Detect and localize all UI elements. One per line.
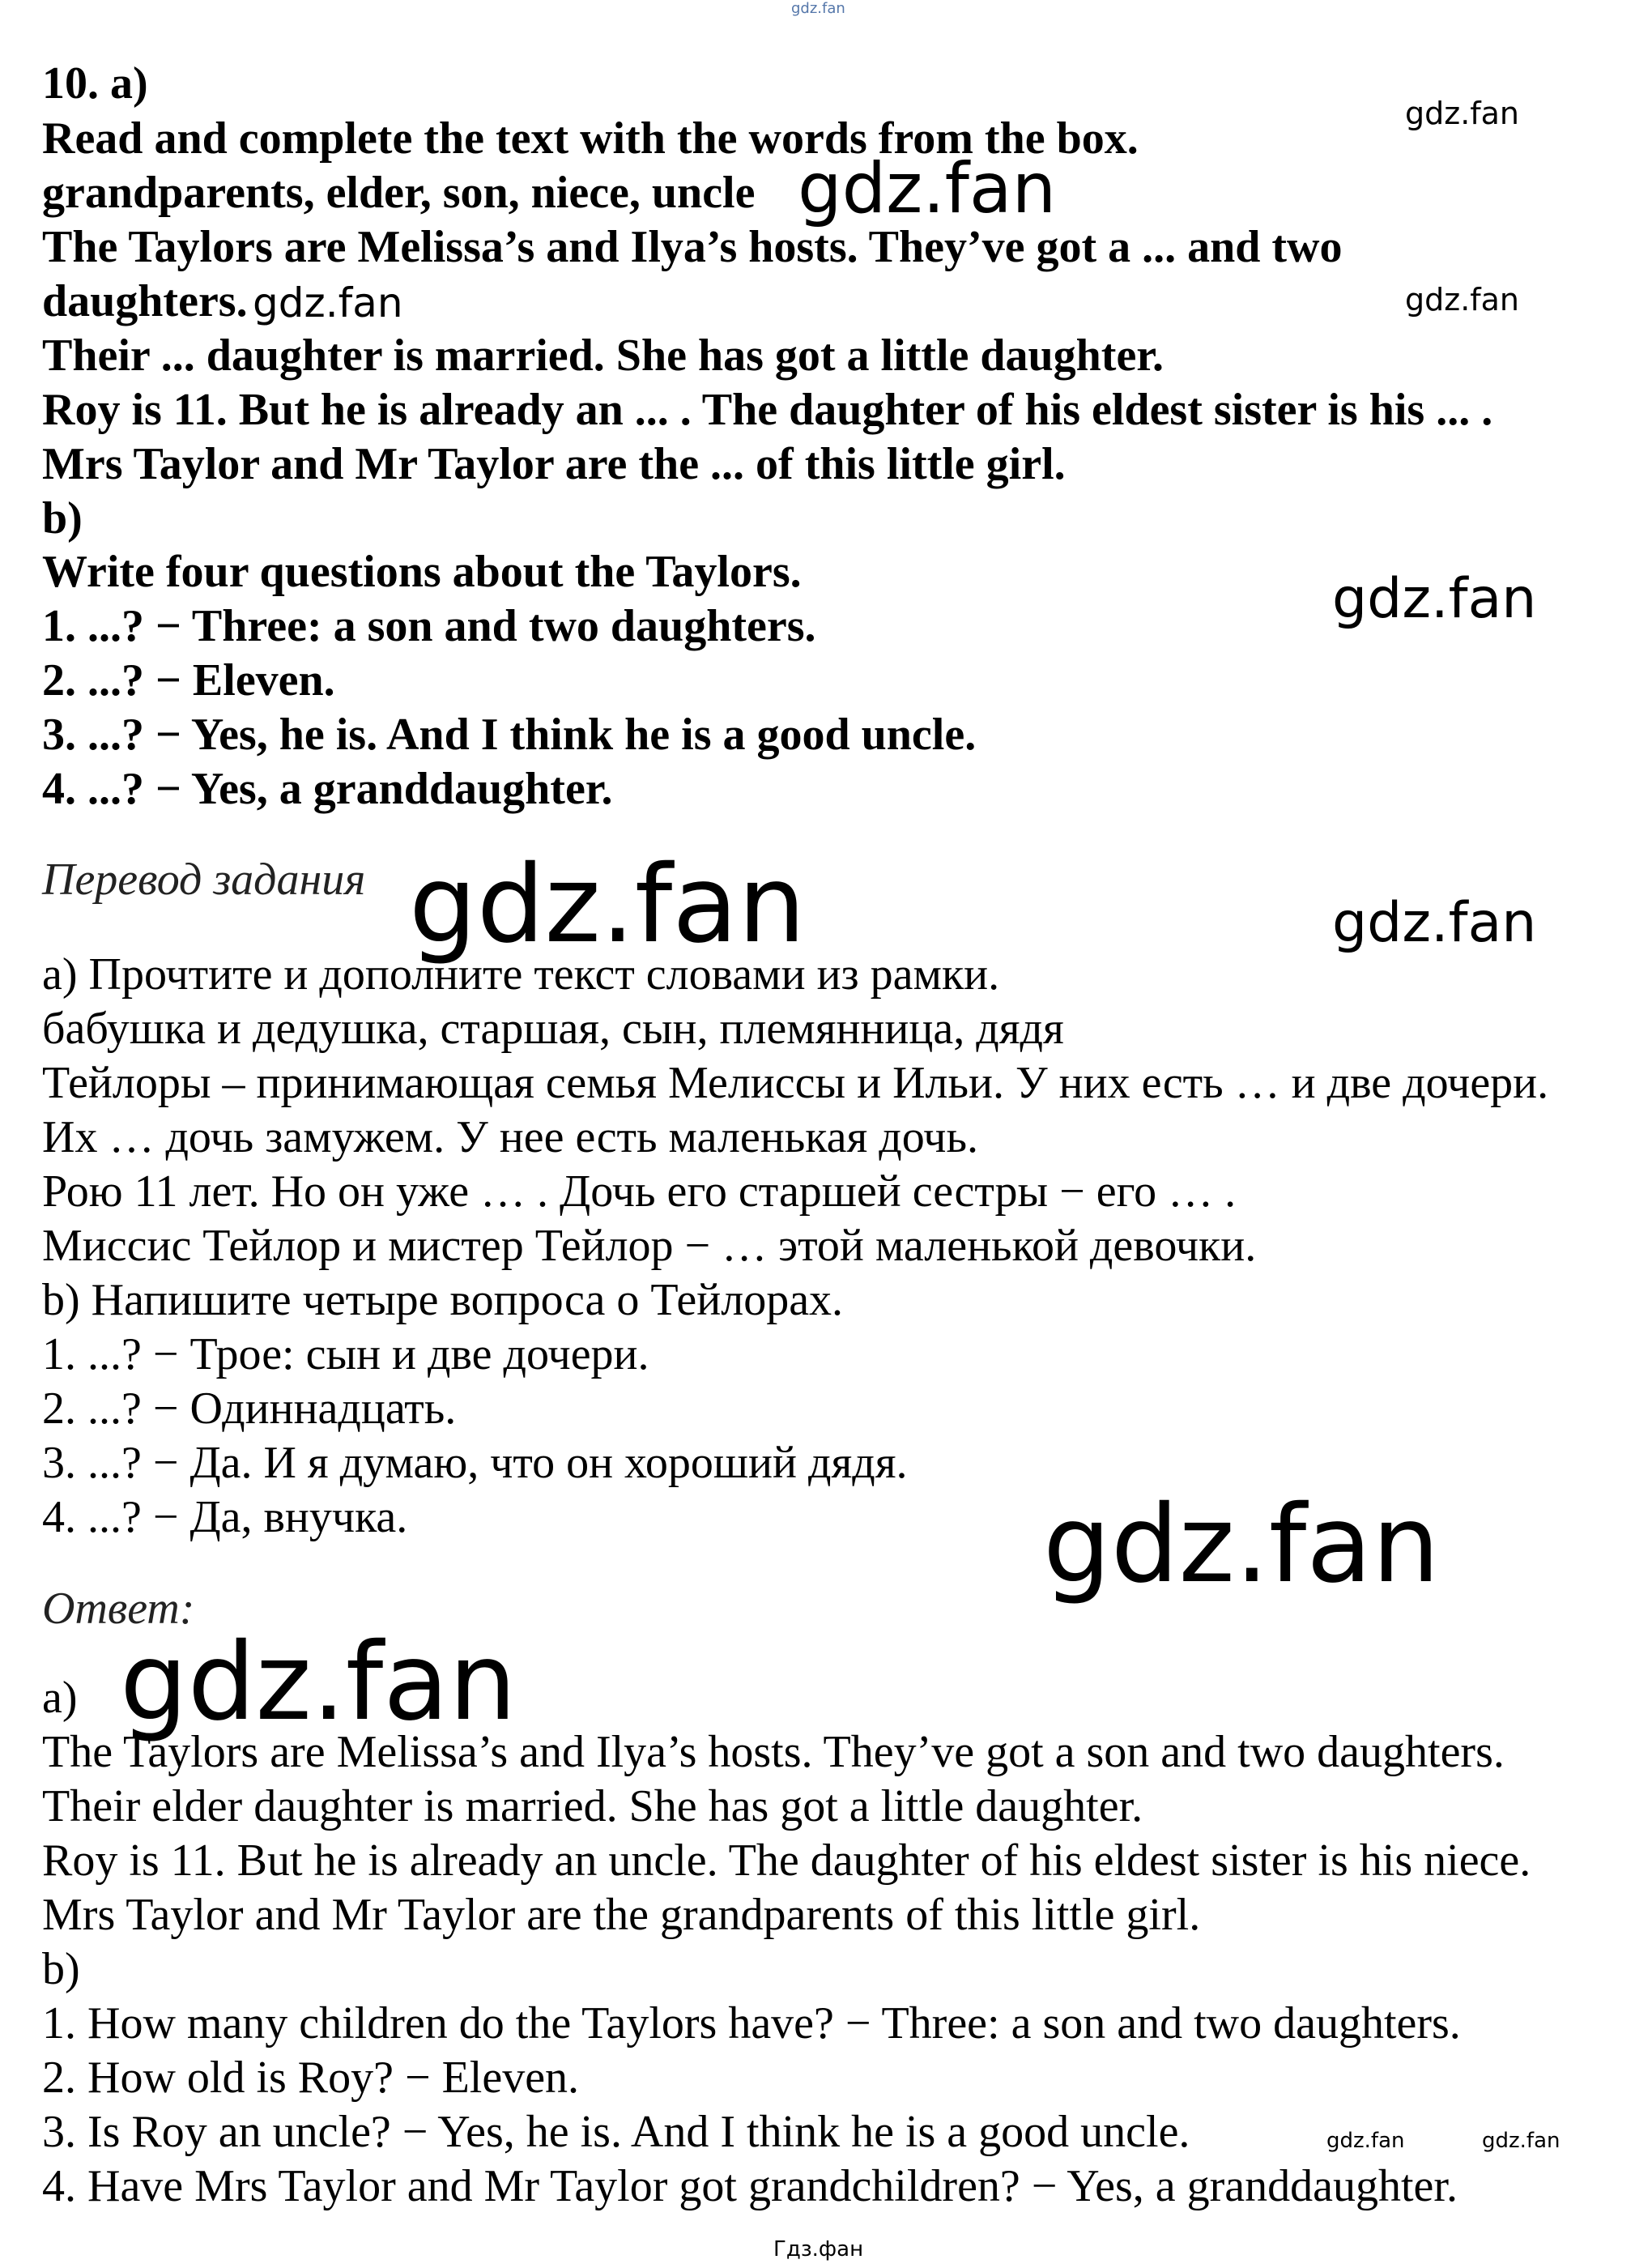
question-line: 4. ...? − Yes, a granddaughter. xyxy=(42,764,613,814)
translation-line: Рою 11 лет. Но он уже … . Дочь его старшей сестры − его … . xyxy=(42,1166,1237,1217)
answer-line: 2. How old is Roy? − Eleven. xyxy=(42,2053,580,2103)
watermark: gdz.fan xyxy=(1332,891,1537,955)
answer-line: 4. Have Mrs Taylor and Mr Taylor got grandchildren? − Yes, a granddaughter. xyxy=(42,2161,1458,2211)
task-text-line: Mrs Taylor and Mr Taylor are the ... of this little girl. xyxy=(42,439,1066,489)
watermark: gdz.fan xyxy=(1332,567,1537,631)
answer-line: 3. Is Roy an uncle? − Yes, he is. And I think he is a good uncle. xyxy=(42,2107,1190,2157)
watermark: gdz.fan xyxy=(1405,96,1520,131)
task-text-line: daughters. xyxy=(42,276,248,326)
part-b-label: b) xyxy=(42,493,83,544)
watermark: gdz.fan xyxy=(1326,2129,1405,2153)
watermark: gdz.fan xyxy=(1482,2129,1560,2153)
translation-line: 1. ...? − Трое: сын и две дочери. xyxy=(42,1329,649,1379)
answer-line: 1. How many children do the Taylors have? − Three: a son and two daughters. xyxy=(42,1998,1461,2048)
answer-heading: Ответ: xyxy=(42,1584,195,1634)
task-text-line: Their ... daughter is married. She has got a little daughter. xyxy=(42,330,1165,381)
translation-line: Миссис Тейлор и мистер Тейлор − … этой маленькой девочки. xyxy=(42,1221,1257,1271)
watermark: gdz.fan xyxy=(120,1620,517,1745)
translation-line: Тейлоры – принимающая семья Мелиссы и Ильи. У них есть … и две дочери. xyxy=(42,1058,1549,1108)
task-number: 10. a) xyxy=(42,58,148,109)
task-instruction: Read and complete the text with the words from the box. xyxy=(42,113,1139,164)
answer-part-b-label: b) xyxy=(42,1944,80,1994)
watermark: gdz.fan xyxy=(409,842,806,967)
question-line: 1. ...? − Three: a son and two daughters. xyxy=(42,601,816,651)
question-line: 2. ...? − Eleven. xyxy=(42,655,335,706)
watermark: gdz.fan xyxy=(1405,282,1520,318)
translation-line: а) Прочтите и дополните текст словами из рамки. xyxy=(42,949,1000,1000)
watermark: gdz.fan xyxy=(798,148,1057,229)
answer-line: The Taylors are Melissa’s and Ilya’s hosts. They’ve got a son and two daughters. xyxy=(42,1727,1505,1777)
answer-part-a-label: a) xyxy=(42,1673,78,1723)
translation-line: Их … дочь замужем. У нее есть маленькая дочь. xyxy=(42,1112,978,1162)
translation-line: b) Напишите четыре вопроса о Тейлорах. xyxy=(42,1275,844,1325)
watermark: gdz.fan xyxy=(1043,1482,1440,1607)
watermark-top-tiny: gdz.fan xyxy=(791,0,845,17)
part-b-instruction: Write four questions about the Taylors. xyxy=(42,547,802,597)
answer-line: Their elder daughter is married. She has got a little daughter. xyxy=(42,1781,1143,1831)
task-text-line: Roy is 11. But he is already an ... . The daughter of his eldest sister is his ... . xyxy=(42,385,1493,435)
translation-line: бабушка и дедушка, старшая, сын, племянница, дядя xyxy=(42,1004,1064,1054)
footer-watermark: Гдз.фан xyxy=(773,2237,864,2262)
translation-line: 2. ...? − Одиннадцать. xyxy=(42,1383,457,1434)
translation-line: 4. ...? − Да, внучка. xyxy=(42,1492,408,1542)
translation-heading: Перевод задания xyxy=(42,855,366,905)
watermark: gdz.fan xyxy=(253,279,403,326)
word-box: grandparents, elder, son, niece, uncle xyxy=(42,168,756,218)
translation-line: 3. ...? − Да. И я думаю, что он хороший дядя. xyxy=(42,1438,908,1488)
question-line: 3. ...? − Yes, he is. And I think he is a good uncle. xyxy=(42,710,977,760)
task-text-line: The Taylors are Melissa’s and Ilya’s hosts. They’ve got a ... and two xyxy=(42,222,1343,272)
answer-line: Roy is 11. But he is already an uncle. The daughter of his eldest sister is his niece. xyxy=(42,1835,1531,1886)
answer-line: Mrs Taylor and Mr Taylor are the grandparents of this little girl. xyxy=(42,1890,1201,1940)
